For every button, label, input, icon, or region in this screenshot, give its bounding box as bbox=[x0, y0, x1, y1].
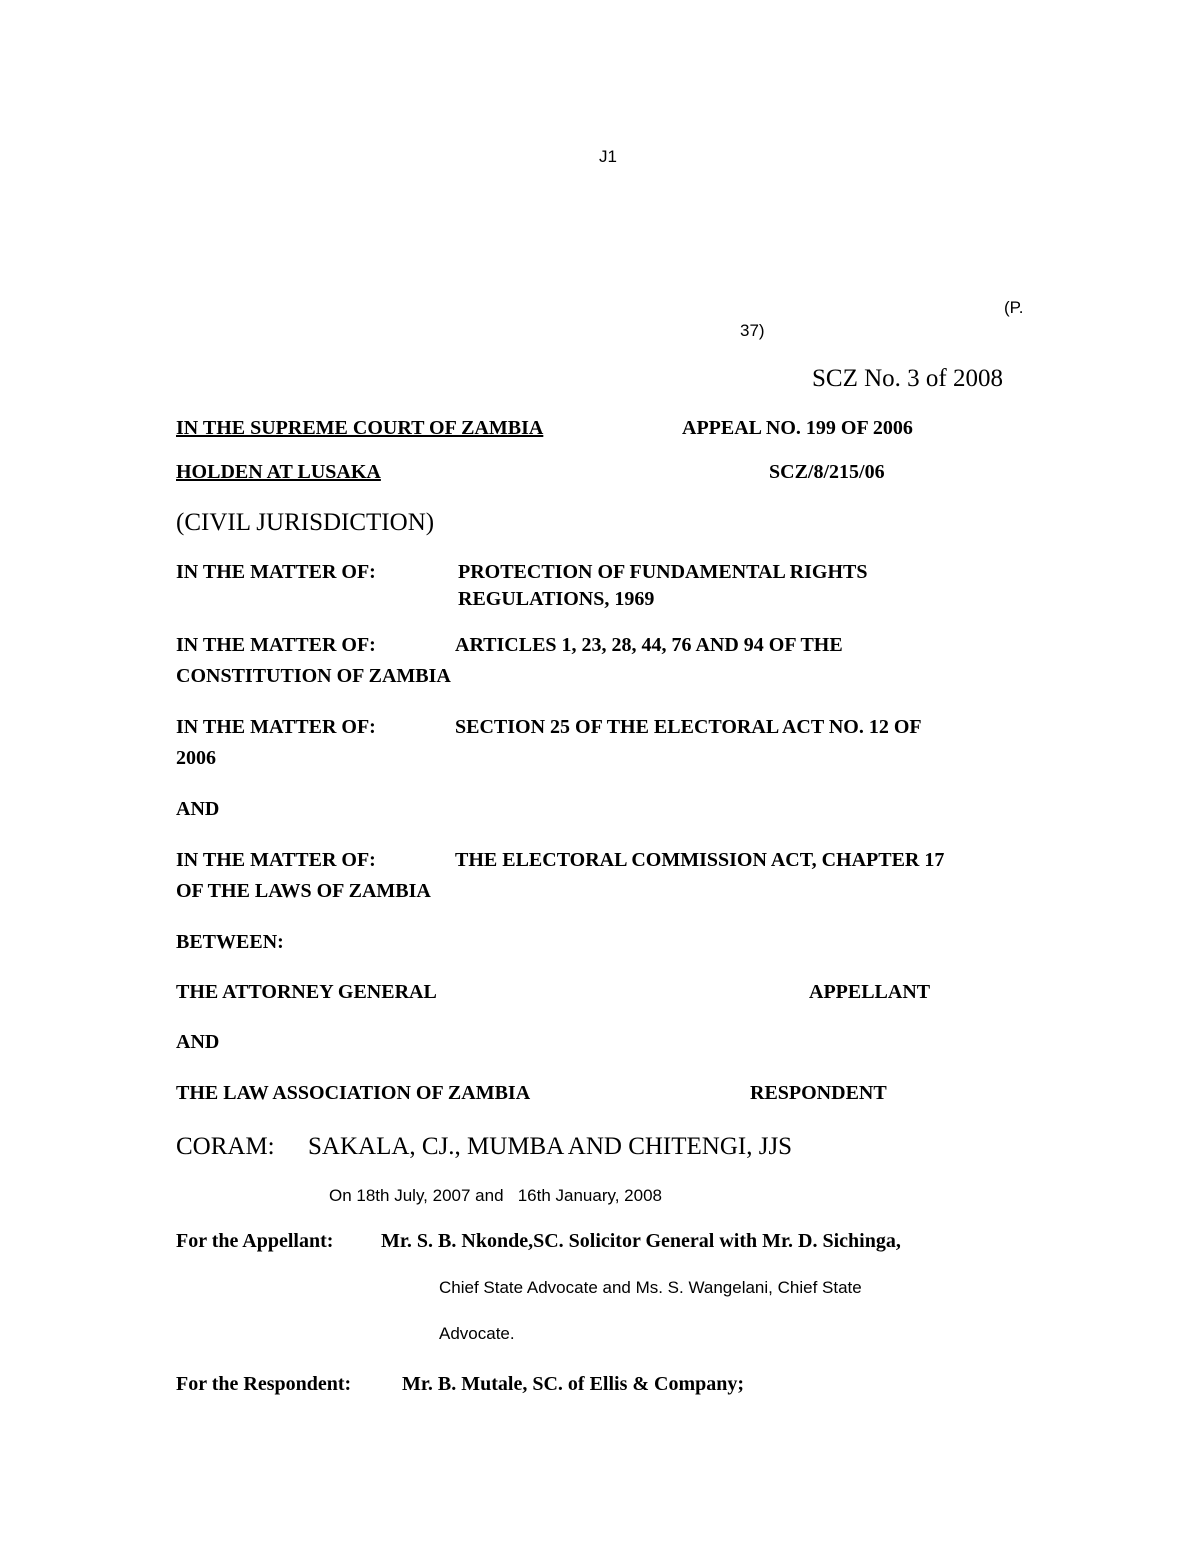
respondent-counsel-label: For the Respondent: bbox=[176, 1373, 352, 1395]
between-label: BETWEEN: bbox=[176, 931, 284, 953]
appellant-counsel-continuation: Advocate. bbox=[439, 1324, 515, 1343]
coram-judges: SAKALA, CJ., MUMBA AND CHITENGI, JJS bbox=[308, 1133, 793, 1160]
matter-label: IN THE MATTER OF: bbox=[176, 634, 376, 656]
matter-text-line1: ARTICLES 1, 23, 28, 44, 76 AND 94 OF THE bbox=[455, 634, 843, 656]
jurisdiction: (CIVIL JURISDICTION) bbox=[176, 509, 435, 536]
hearing-dates: On 18th July, 2007 and 16th January, 2008 bbox=[329, 1186, 662, 1205]
appellant-role: APPELLANT bbox=[809, 981, 931, 1003]
matter-label: IN THE MATTER OF: bbox=[176, 849, 376, 871]
matter-text-line1: THE ELECTORAL COMMISSION ACT, CHAPTER 17 bbox=[455, 849, 945, 871]
matter-text-line1: PROTECTION OF FUNDAMENTAL RIGHTS bbox=[458, 561, 868, 583]
matter-text-line2: CONSTITUTION OF ZAMBIA bbox=[176, 665, 451, 687]
appellant-name: THE ATTORNEY GENERAL bbox=[176, 981, 437, 1003]
matter-text-line1: SECTION 25 OF THE ELECTORAL ACT NO. 12 OF bbox=[455, 716, 922, 738]
matter-label: IN THE MATTER OF: bbox=[176, 716, 376, 738]
matter-text-line2: REGULATIONS, 1969 bbox=[458, 588, 655, 610]
appellant-counsel-continuation: Chief State Advocate and Ms. S. Wangelani, Chief State bbox=[439, 1278, 862, 1297]
matter-text-line2: OF THE LAWS OF ZAMBIA bbox=[176, 880, 431, 902]
respondent-role: RESPONDENT bbox=[750, 1082, 887, 1104]
court-name: IN THE SUPREME COURT OF ZAMBIA bbox=[176, 417, 544, 439]
respondent-counsel-text: Mr. B. Mutale, SC. of Ellis & Company; bbox=[402, 1373, 745, 1395]
holden-at: HOLDEN AT LUSAKA bbox=[176, 461, 381, 483]
page-number: J1 bbox=[599, 147, 617, 166]
page-reference-line2: 37) bbox=[740, 321, 765, 340]
coram-label: CORAM: bbox=[176, 1133, 275, 1160]
citation: SCZ No. 3 of 2008 bbox=[812, 365, 1003, 392]
matter-text-line2: 2006 bbox=[176, 747, 216, 769]
appellant-counsel-text: Mr. S. B. Nkonde,SC. Solicitor General with Mr. D. Sichinga, bbox=[381, 1230, 901, 1252]
page-reference-line1: (P. bbox=[1004, 298, 1024, 317]
matter-label: IN THE MATTER OF: bbox=[176, 561, 376, 583]
case-reference: SCZ/8/215/06 bbox=[769, 461, 885, 483]
appeal-number: APPEAL NO. 199 OF 2006 bbox=[682, 417, 913, 439]
and-separator: AND bbox=[176, 1031, 220, 1053]
respondent-name: THE LAW ASSOCIATION OF ZAMBIA bbox=[176, 1082, 531, 1104]
appellant-counsel-label: For the Appellant: bbox=[176, 1230, 334, 1252]
and-separator: AND bbox=[176, 798, 220, 820]
